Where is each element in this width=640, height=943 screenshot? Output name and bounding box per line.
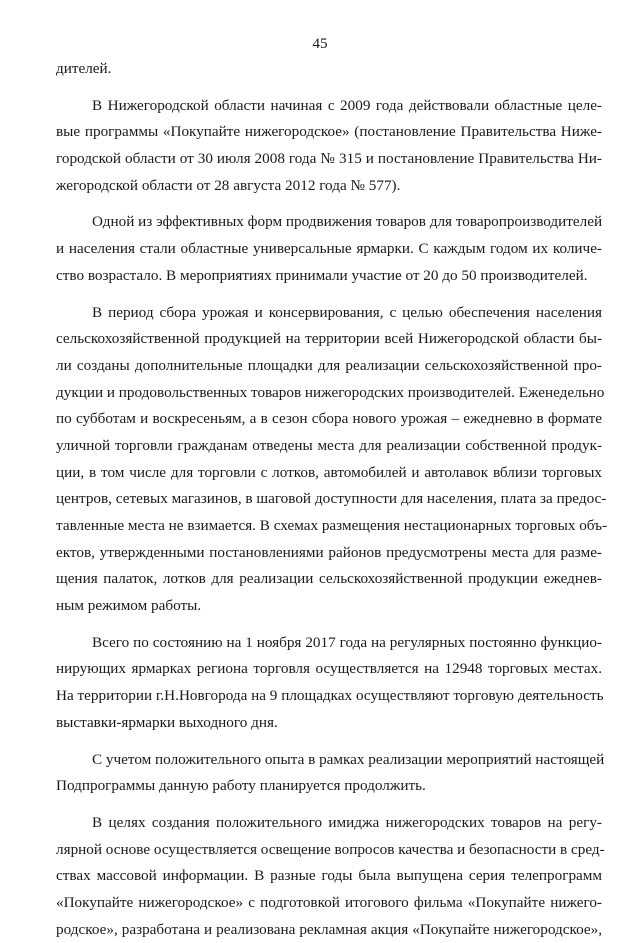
text-line: Подпрограммы данную работу планируется продолжить. [56,777,426,795]
paragraph-gap [56,620,602,630]
paragraph [56,810,605,943]
paragraph-gap [56,800,602,810]
text-line: сельскохозяйственной продукцией на территории всей Нижегородской области бы- [56,330,602,348]
text-line: родское», разработана и реализована рекламная акция «Покупайте нижегородское», [56,920,602,938]
text-line: уличной торговли гражданам отведены места для реализации собственной продук- [56,436,602,454]
text-line: В Нижегородской области начиная с 2009 года действовали областные целе- [92,96,602,114]
text-line: выставки-ярмарки выходного дня. [56,713,278,731]
text-line: «Покупайте нижегородское» с подготовкой итогового фильма «Покупайте нижего- [56,893,602,911]
text-line: дукции и продовольственных товаров нижегородских производителей. Еженедельно [56,383,605,401]
paragraph-gap [56,199,602,209]
paragraph-gap [56,83,602,93]
text-line: щения палаток, лотков для реализации сельскохозяйственной продукции ежеднев- [56,570,602,588]
paragraph [56,300,608,620]
paragraph [56,56,602,83]
paragraph [56,93,602,200]
text-line: тавленные места не взимается. В схемах размещения нестационарных торговых объ- [56,517,608,534]
paragraph-gap [56,737,602,747]
text-line: В целях создания положительного имиджа нижегородских товаров на регу- [92,813,602,831]
text-line: На территории г.Н.Новгорода на 9 площадках осуществляют торговую деятельность [56,687,604,705]
text-line: С учетом положительного опыта в рамках реализации мероприятий настоящей [92,750,605,768]
text-line: ным режимом работы. [56,597,202,615]
text-line: и населения стали областные универсальные ярмарки. С каждым годом их количе- [56,240,602,258]
text-line: ции, в том числе для торговли с лотков, автомобилей и автолавок вблизи торговых [56,463,602,481]
text-line: ли созданы дополнительные площадки для реализации сельскохозяйственной про- [56,356,602,374]
text-line: жегородской области от 28 августа 2012 года № 577). [56,176,401,194]
paragraph-gap [56,290,602,300]
text-line: городской области от 30 июля 2008 года № 315 и постановление Правительства Ни- [56,150,602,168]
text-line: ектов, утвержденными постановлениями районов предусмотрены места для разме- [56,543,602,561]
text-line: В период сбора урожая и консервирования, с целью обеспечения населения [92,303,602,321]
text-line: центров, сетевых магазинов, в шаговой доступности для населения, плата за предос- [56,490,607,508]
text-line: по субботам и воскресеньям, а в сезон сбора нового урожая – ежедневно в формате [56,410,602,428]
text-line: ствах массовой информации. В разные годы была выпущена серия телепрограмм [56,867,602,885]
paragraph [56,630,602,737]
text-line: Одной из эффективных форм продвижения товаров для товаропроизводителей [92,213,603,231]
paragraph [56,747,605,800]
paragraph [56,209,602,289]
text-line: Всего по состоянию на 1 ноября 2017 года на регулярных постоянно функцио- [92,633,602,651]
text-line: лярной основе осуществляется освещение вопросов качества и безопасности в сред- [56,840,605,858]
text-line: ство возрастало. В мероприятиях принимали участие от 20 до 50 производителей. [56,266,588,284]
page-number: 45 [312,36,328,52]
text-line: нирующих ярмарках региона торговля осуществляется на 12948 торговых местах. [56,660,602,678]
text-line: вые программы «Покупайте нижегородское» (постановление Правительства Ниже- [56,123,602,141]
text-line: дителей. [56,60,112,77]
document-body [56,56,608,943]
